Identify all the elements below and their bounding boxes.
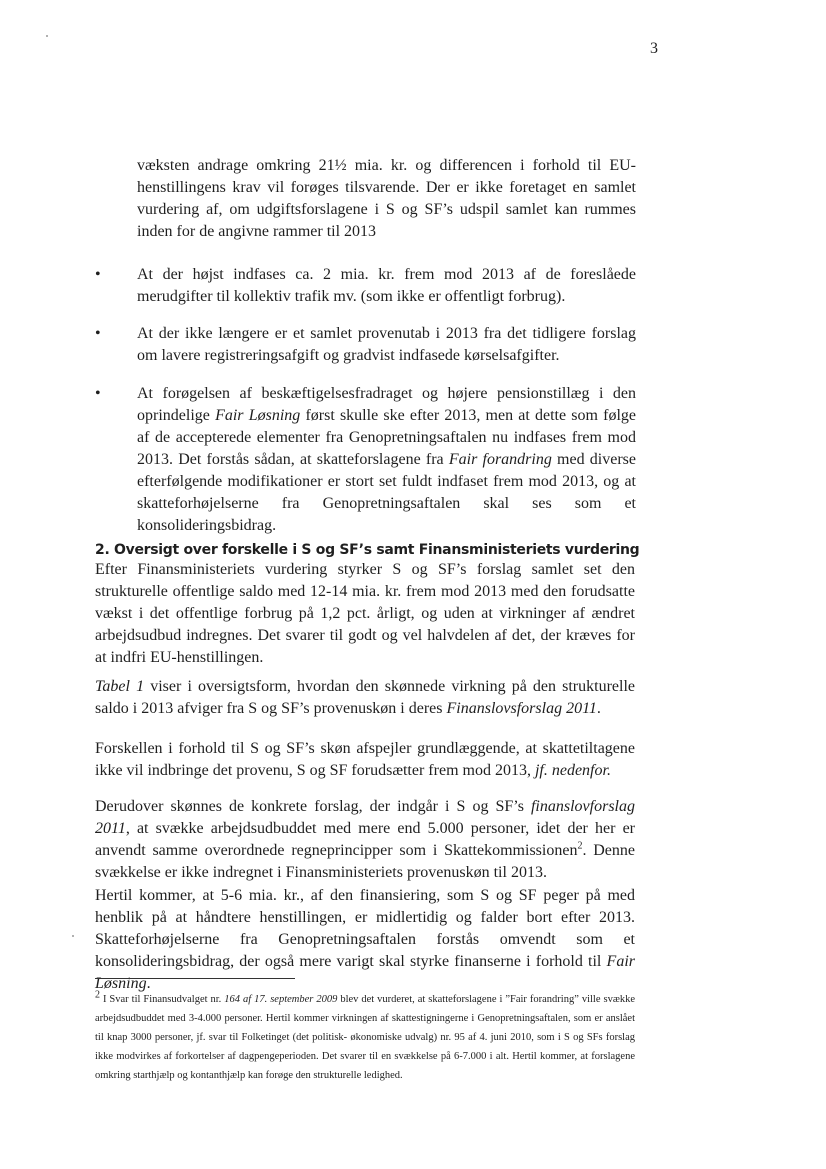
bullet-text: At der ikke længere er et samlet provenutab i 2013 fra det tidligere forslag om lavere registreringsafgift og gradvist indfasede kørselsafgifter. [137,325,636,364]
scan-speck [46,35,48,37]
bullet-text: At forøgelsen af beskæftigelsesfradraget og højere pensionstillæg i den oprindelige Fair Løsning først skulle ske efter 2013, men at dette som følge af de accepterede elementer fra Genopretningsaftalen nu indfases frem mod 2013. Det forstås sådan, at skatteforslagene fra Fair forandring med diverse efterfølgende modifikationer er stort set fuldt indfaset frem mod 2013, og at skatteforhøjelserne fra Genopretningsaftalen skal ses som et konsolideringsbidrag. [137,385,637,534]
body-paragraph: Efter Finansministeriets vurdering styrker S og SF’s forslag samlet set den strukturelle offentlige saldo med 12-14 mia. kr. frem mod 2013 med den forudsatte vækst i det offentlige forbrug på 1,2 pct. årligt, og uden at virkninger af ændret arbejdsudbud indregnes. Det svarer til godt og vel halvdelen af det, der kræves for at indfri EU-henstillingen. [95,561,635,666]
section-heading: 2. Oversigt over forskelle i S og SF’s samt Finansministeriets vurdering [95,542,640,558]
page-number: 3 [650,40,658,57]
body-paragraph: Forskellen i forhold til S og SF’s skøn afspejler grundlæggende, at skattetiltagene ikke vil indbringe det provenu, S og SF forudsætter frem mod 2013, jf. nedenfor. [95,740,635,779]
body-paragraph: Derudover skønnes de konkrete forslag, der indgår i S og SF’s finanslovforslag 2011, at svække arbejdsudbuddet med mere end 5.000 personer, idet der her er anvendt samme overordnede regneprincipper som i Skattekommissionen$^2$. Denne svækkelse er ikke indregnet i Finansministeriets provenuskøn til 2013. [95,798,635,881]
bullet-marker: • [95,266,101,283]
continued-paragraph: væksten andrage omkring 21½ mia. kr. og differencen i forhold til EU-henstillingens krav vil forøges tilsvarende. Der er ikke foretaget en samlet vurdering af, om udgiftsforslagene i S og SF’s udspil samlet kan rummes inden for de angivne rammer til 2013 [137,157,636,240]
bullet-text: At der højst indfases ca. 2 mia. kr. frem mod 2013 af de foreslåede merudgifter til kollektiv trafik mv. (som ikke er offentligt forbrug). [137,266,636,305]
bullet-marker: • [95,325,101,342]
scan-speck [72,935,74,937]
bullet-marker: • [95,385,101,402]
body-paragraph: Hertil kommer, at 5-6 mia. kr., af den finansiering, som S og SF peger på med henblik på at håndtere henstillingen, er midlertidig og falder bort efter 2013. Skatteforhøjelserne fra Genopretningsaftalen forstås omvendt som et konsolideringsbidrag, der også mere varigt skal styrke finanserne i forhold til Fair Løsning. [95,887,635,992]
footnote-separator [95,978,295,979]
footnote: $^2$ I Svar til Finansudvalget nr. 164 af 17. september 2009 blev det vurderet, at skatteforslagene i ”Fair forandring” ville svække arbejdsudbuddet med 3-4.000 personer. Hertil kommer virkningen af skattestigningerne i Genopretningsaftalen, som er anslået til knap 3000 personer, jf. svar til Folketinget (det politisk- økonomiske udvalg) nr. 95 af 4. juni 2010, som i S og SFs forslag ikke modvirkes af forkortelser af dagpengeperioden. Det svarer til en svækkelse på 6-7.000 i alt. Hertil kommer, at forslagene omkring starthjælp og kontanthjælp kan forøge den strukturelle ledighed. [95,989,635,1081]
body-paragraph: Tabel 1 viser i oversigtsform, hvordan den skønnede virkning på den strukturelle saldo i 2013 afviger fra S og SF’s provenuskøn i deres Finanslovsforslag 2011. [95,678,636,717]
